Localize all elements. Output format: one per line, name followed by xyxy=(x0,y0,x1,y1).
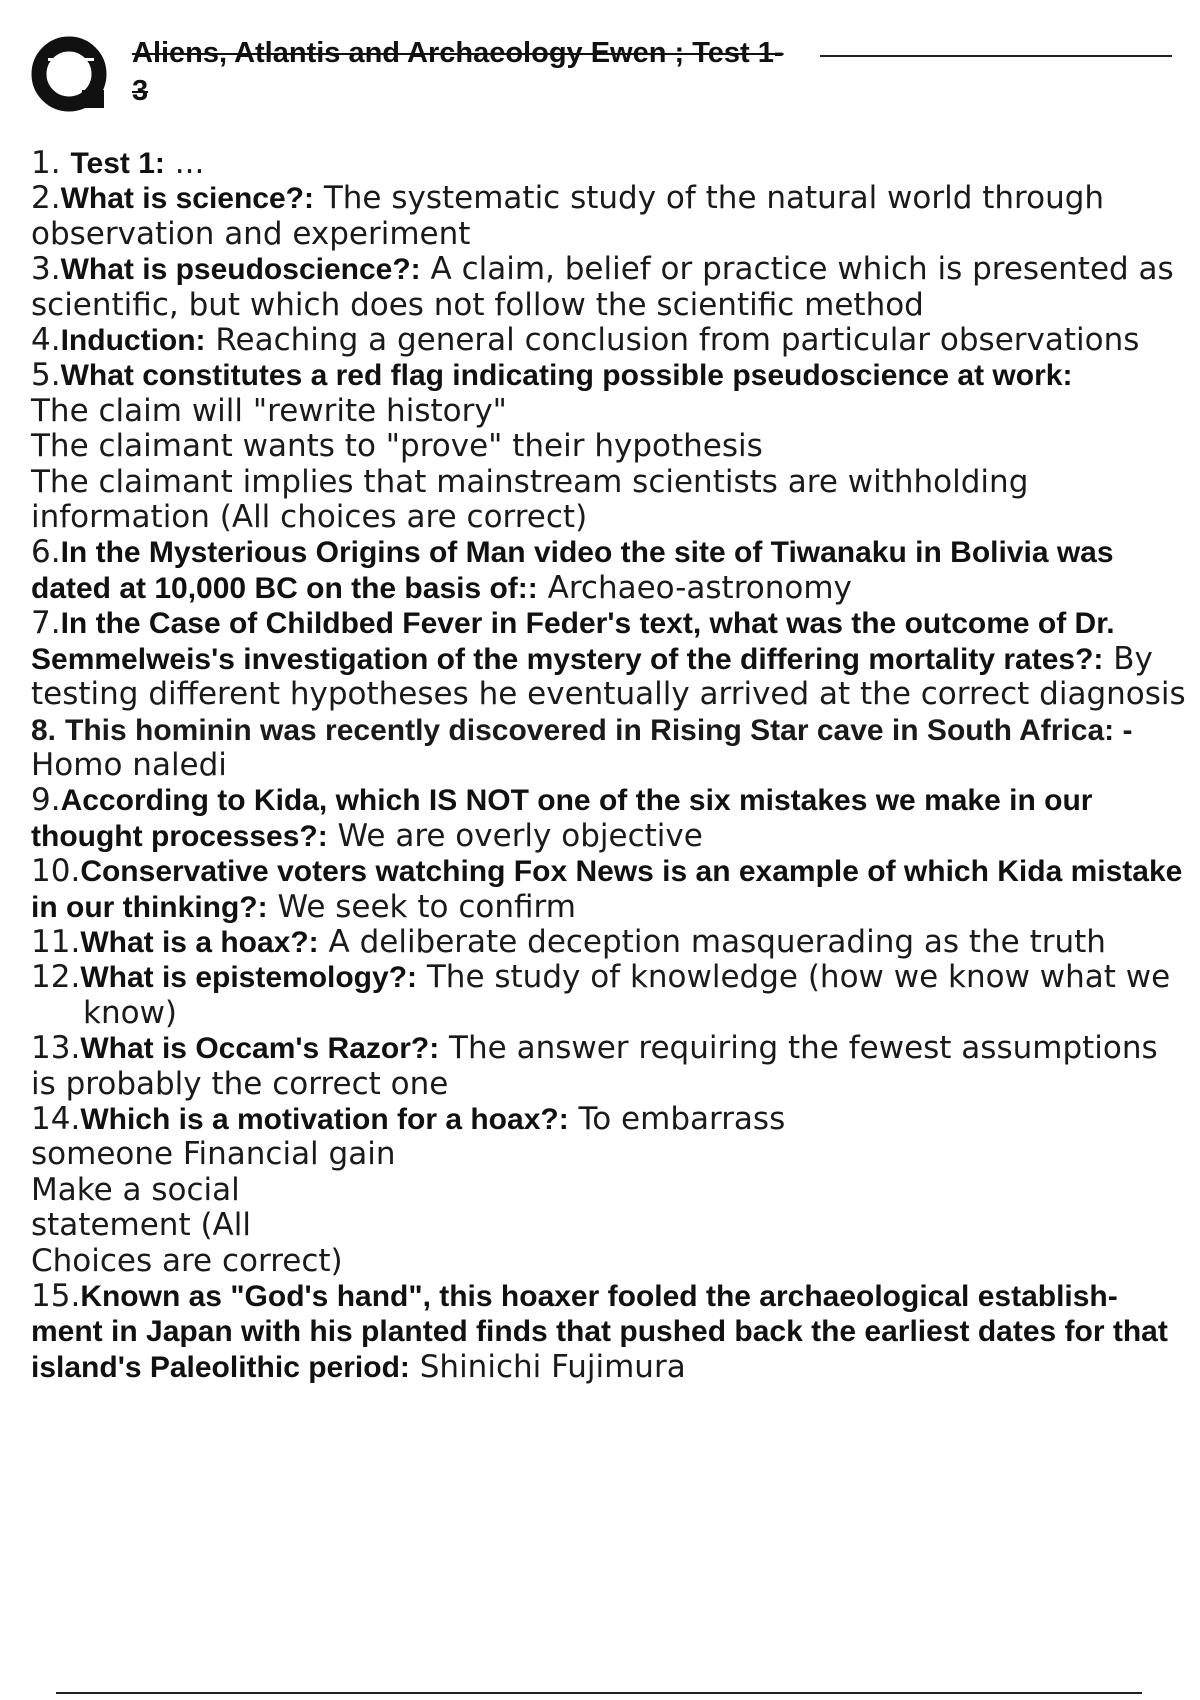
question-term: Test 1: xyxy=(70,147,165,180)
answer-definition: Homo naledi xyxy=(31,746,227,783)
document-title-line-1: Aliens, Atlantis and Archaeology Ewen ; Test 1- xyxy=(132,37,784,69)
document-title xyxy=(132,34,852,110)
question-term: This hominin was recently discovered in Rising Star cave in South Africa: - xyxy=(65,713,1133,747)
answer-definition: To embarrass xyxy=(568,1100,786,1137)
item-number: 3. xyxy=(31,251,61,288)
answer-definition: Archaeo-astronomy xyxy=(537,569,852,606)
flashcard-item-12 xyxy=(31,960,1191,1031)
question-term: In the Case of Childbed Fever in Feder's text, what was the outcome of Dr. Semmelweis's investigation of the mystery of the differing mortality rates?: xyxy=(31,607,1115,676)
question-term: In the Mysterious Origins of Man video the site of Tiwanaku in Bolivia was dated at 10,000 BC on the basis of:: xyxy=(31,536,1114,605)
flashcard-list xyxy=(31,146,1191,1385)
question-term: Induction: xyxy=(60,324,206,358)
question-term: What is a hoax?: xyxy=(80,925,319,959)
flashcard-item-8 xyxy=(31,713,1191,748)
answer-definition: By testing different hypotheses he eventually arrived at the correct diagnosis xyxy=(31,640,1186,713)
answer-definition: A deliberate deception masquerading as the truth xyxy=(318,923,1106,960)
question-term: Which is a motivation for a hoax?: xyxy=(80,1102,569,1136)
flashcard-item-2 xyxy=(31,181,1191,252)
item-number: 13. xyxy=(31,1030,81,1067)
question-term: What is epistemology?: xyxy=(80,961,418,995)
item-number: 2. xyxy=(31,180,61,217)
answer-line: The claimant implies that mainstream scientists are withholding information (All choices are correct) xyxy=(31,463,1029,536)
answer-line: someone Financial gain xyxy=(31,1136,396,1173)
answer-definition: The systematic study of the natural world through observation and experiment xyxy=(31,180,1105,252)
item-number: 14. xyxy=(31,1100,81,1137)
flashcard-item-5 xyxy=(31,358,1191,535)
answer-line: The claim will "rewrite history" xyxy=(31,392,507,429)
answer-definition: Reaching a general conclusion from particular observations xyxy=(205,322,1140,359)
flashcard-item-10 xyxy=(31,854,1191,925)
flashcard-item-9 xyxy=(31,783,1191,854)
document-header xyxy=(30,28,1140,113)
item-number: 8. xyxy=(31,713,57,747)
item-number: 10. xyxy=(31,853,81,890)
flashcard-item-4 xyxy=(31,323,1191,358)
flashcard-item-7 xyxy=(31,606,1191,712)
footer-rule xyxy=(56,1692,1142,1694)
answer-line: Choices are correct) xyxy=(31,1242,343,1279)
flashcard-item-11 xyxy=(31,925,1191,960)
flashcard-item-3 xyxy=(31,252,1191,323)
item-number: 1. xyxy=(31,145,61,181)
item-number: 11. xyxy=(31,923,81,960)
item-number: 7. xyxy=(31,605,61,642)
answer-line: The claimant wants to "prove" their hypothesis xyxy=(31,428,763,465)
answer-definition: Shinichi Fujimura xyxy=(409,1348,686,1385)
question-term: What constitutes a red flag indicating possible pseudoscience at work: xyxy=(60,359,1073,393)
item-number: 15. xyxy=(31,1278,81,1314)
flashcard-item-15 xyxy=(31,1279,1191,1385)
item-number: 9. xyxy=(31,782,61,819)
answer-definition: The study of knowledge (how we know what we know) xyxy=(83,959,1171,1031)
item-number: 4. xyxy=(31,322,61,359)
quizlet-q-logo-icon xyxy=(30,34,112,116)
question-term: Conservative voters watching Fox News is an example of which Kida mistake in our thinking?: xyxy=(31,855,1183,924)
document-title-line-2: 3 xyxy=(132,75,149,107)
answer-line: Make a social xyxy=(31,1171,240,1208)
flashcard-item-1 xyxy=(31,146,1191,181)
item-number: 5. xyxy=(31,357,61,394)
flashcard-item-8-answer xyxy=(31,748,1191,783)
question-term: What is science?: xyxy=(60,182,314,216)
question-term: Known as "God's hand", this hoaxer fooled the archaeological establish- ment in Japan with his planted finds that pushed back the earliest dates for that island's Paleolithic period: xyxy=(31,1280,1168,1384)
header-rule xyxy=(820,55,1172,57)
answer-definition: We are overly objective xyxy=(327,817,703,854)
flashcard-item-13 xyxy=(31,1031,1191,1102)
item-number: 6. xyxy=(31,534,61,571)
answer-definition: We seek to confirm xyxy=(267,888,576,925)
answer-definition: ... xyxy=(164,145,205,181)
question-term: According to Kida, which IS NOT one of the six mistakes we make in our thought processes?: xyxy=(31,784,1093,853)
question-term: What is Occam's Razor?: xyxy=(80,1032,440,1066)
flashcard-item-14 xyxy=(31,1102,1191,1279)
answer-line: statement (All xyxy=(31,1207,251,1244)
question-term: What is pseudoscience?: xyxy=(60,253,421,287)
flashcard-item-6 xyxy=(31,535,1191,606)
answer-definition: A claim, belief or practice which is presented as scientific, but which does not follow the scientific method xyxy=(31,251,1174,323)
item-number: 12. xyxy=(31,959,81,996)
answer-definition: The answer requiring the fewest assumptions is probably the correct one xyxy=(31,1030,1158,1102)
